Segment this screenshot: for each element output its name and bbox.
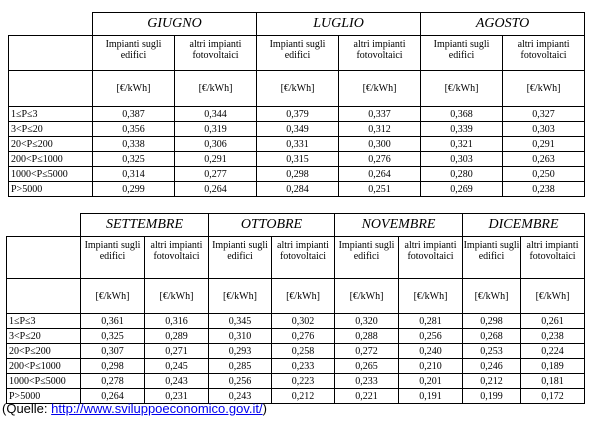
power-range-label: 1000<P≤5000 [7, 374, 81, 389]
tariff-value: 0,271 [145, 344, 209, 359]
tariff-value: 0,210 [399, 359, 463, 374]
table-row [7, 344, 585, 359]
tariff-value: 0,321 [421, 137, 503, 152]
tariff-value: 0,281 [399, 314, 463, 329]
subheader-other: altri impianti fotovoltaici [399, 237, 463, 279]
unit-cell: [€/kWh] [257, 71, 339, 107]
table-row [7, 314, 585, 329]
tariff-value: 0,302 [272, 314, 335, 329]
month-header: OTTOBRE [209, 214, 335, 237]
table-row [9, 122, 585, 137]
tariff-value: 0,345 [209, 314, 272, 329]
tariff-table-jun-aug [8, 12, 585, 197]
tariff-value: 0,344 [175, 107, 257, 122]
source-link[interactable]: http://www.sviluppoeconomico.gov.it/ [51, 401, 263, 416]
table-row [9, 107, 585, 122]
unit-cell: [€/kWh] [175, 71, 257, 107]
tariff-value: 0,212 [272, 389, 335, 404]
unit-cell: [€/kWh] [209, 279, 272, 314]
tariff-value: 0,238 [503, 182, 585, 197]
subheader-buildings: Impianti sugli edifici [93, 36, 175, 71]
tariff-value: 0,258 [272, 344, 335, 359]
source-suffix: ) [262, 401, 267, 416]
tariff-value: 0,361 [81, 314, 145, 329]
subheader-other: altri impianti fotovoltaici [145, 237, 209, 279]
tariff-value: 0,320 [335, 314, 399, 329]
tariff-value: 0,307 [81, 344, 145, 359]
tariff-value: 0,298 [463, 314, 521, 329]
unit-cell: [€/kWh] [81, 279, 145, 314]
tariff-value: 0,243 [209, 389, 272, 404]
table-row [9, 137, 585, 152]
tariff-value: 0,256 [209, 374, 272, 389]
source-note [2, 401, 267, 416]
subheader-other: altri impianti fotovoltaici [339, 36, 421, 71]
tariff-value: 0,315 [257, 152, 339, 167]
unit-cell: [€/kWh] [272, 279, 335, 314]
table-row [9, 167, 585, 182]
month-header: GIUGNO [93, 13, 257, 36]
power-range-label: 1≤P≤3 [7, 314, 81, 329]
tariff-value: 0,181 [521, 374, 585, 389]
label-column-header [7, 237, 81, 279]
tariff-rows [9, 107, 585, 197]
tariff-value: 0,349 [257, 122, 339, 137]
unit-cell: [€/kWh] [145, 279, 209, 314]
tariff-value: 0,310 [209, 329, 272, 344]
tariff-value: 0,379 [257, 107, 339, 122]
subheader-row [9, 36, 585, 71]
subheader-other: altri impianti fotovoltaici [272, 237, 335, 279]
subheader-other: altri impianti fotovoltaici [503, 36, 585, 71]
tariff-value: 0,325 [93, 152, 175, 167]
tariff-value: 0,201 [399, 374, 463, 389]
month-header-row [7, 214, 585, 237]
tariff-value: 0,289 [145, 329, 209, 344]
tariff-value: 0,288 [335, 329, 399, 344]
tariff-value: 0,280 [421, 167, 503, 182]
tariff-value: 0,312 [339, 122, 421, 137]
subheader-buildings: Impianti sugli edifici [257, 36, 339, 71]
tariff-value: 0,276 [272, 329, 335, 344]
label-column-unit [7, 279, 81, 314]
power-range-label: 1000<P≤5000 [9, 167, 93, 182]
tariff-value: 0,245 [145, 359, 209, 374]
tariff-value: 0,253 [463, 344, 521, 359]
tariff-value: 0,387 [93, 107, 175, 122]
table-row [9, 182, 585, 197]
month-header: SETTEMBRE [81, 214, 209, 237]
power-range-label: 3<P≤20 [9, 122, 93, 137]
subheader-row [7, 237, 585, 279]
power-range-label: 200<P≤1000 [9, 152, 93, 167]
tariff-value: 0,264 [81, 389, 145, 404]
tariff-value: 0,264 [339, 167, 421, 182]
table-row [7, 359, 585, 374]
unit-cell: [€/kWh] [335, 279, 399, 314]
tariff-value: 0,300 [339, 137, 421, 152]
label-column-header [9, 36, 93, 71]
tariff-value: 0,339 [421, 122, 503, 137]
tariff-value: 0,303 [421, 152, 503, 167]
subheader-other: altri impianti fotovoltaici [521, 237, 585, 279]
tariff-value: 0,291 [175, 152, 257, 167]
tariff-value: 0,265 [335, 359, 399, 374]
power-range-label: 3<P≤20 [7, 329, 81, 344]
tariff-value: 0,319 [175, 122, 257, 137]
subheader-buildings: Impianti sugli edifici [335, 237, 399, 279]
power-range-label: 20<P≤200 [7, 344, 81, 359]
power-range-label: 20<P≤200 [9, 137, 93, 152]
tariff-value: 0,189 [521, 359, 585, 374]
tariff-value: 0,338 [93, 137, 175, 152]
table-row [7, 374, 585, 389]
subheader-buildings: Impianti sugli edifici [209, 237, 272, 279]
month-header: AGOSTO [421, 13, 585, 36]
tariff-value: 0,246 [463, 359, 521, 374]
tariff-value: 0,356 [93, 122, 175, 137]
source-prefix: (Quelle: [2, 401, 52, 416]
tariff-value: 0,268 [463, 329, 521, 344]
tariff-value: 0,264 [175, 182, 257, 197]
tariff-value: 0,250 [503, 167, 585, 182]
tariff-value: 0,306 [175, 137, 257, 152]
tariff-value: 0,284 [257, 182, 339, 197]
tariff-value: 0,172 [521, 389, 585, 404]
tariff-value: 0,221 [335, 389, 399, 404]
unit-cell: [€/kWh] [339, 71, 421, 107]
unit-row [7, 279, 585, 314]
unit-cell: [€/kWh] [399, 279, 463, 314]
tariff-value: 0,303 [503, 122, 585, 137]
unit-cell: [€/kWh] [521, 279, 585, 314]
table-row [7, 329, 585, 344]
tariff-value: 0,238 [521, 329, 585, 344]
tariff-value: 0,291 [503, 137, 585, 152]
tariff-value: 0,269 [421, 182, 503, 197]
corner-cell [7, 214, 81, 237]
tariff-value: 0,212 [463, 374, 521, 389]
tariff-value: 0,316 [145, 314, 209, 329]
tariff-value: 0,272 [335, 344, 399, 359]
tariff-value: 0,263 [503, 152, 585, 167]
unit-row [9, 71, 585, 107]
tariff-value: 0,314 [93, 167, 175, 182]
power-range-label: P>5000 [7, 389, 81, 404]
month-header: DICEMBRE [463, 214, 585, 237]
tariff-value: 0,231 [145, 389, 209, 404]
subheader-buildings: Impianti sugli edifici [463, 237, 521, 279]
tariff-value: 0,224 [521, 344, 585, 359]
tariff-value: 0,233 [272, 359, 335, 374]
tariff-value: 0,276 [339, 152, 421, 167]
month-header-row [9, 13, 585, 36]
unit-cell: [€/kWh] [93, 71, 175, 107]
unit-cell: [€/kWh] [503, 71, 585, 107]
power-range-label: 1≤P≤3 [9, 107, 93, 122]
tariff-value: 0,223 [272, 374, 335, 389]
tariff-value: 0,298 [81, 359, 145, 374]
tariff-table-sep-dec [6, 213, 585, 404]
tariff-value: 0,277 [175, 167, 257, 182]
subheader-buildings: Impianti sugli edifici [421, 36, 503, 71]
unit-cell: [€/kWh] [421, 71, 503, 107]
table-row [9, 152, 585, 167]
tariff-value: 0,240 [399, 344, 463, 359]
corner-cell [9, 13, 93, 36]
tariff-value: 0,368 [421, 107, 503, 122]
power-range-label: P>5000 [9, 182, 93, 197]
power-range-label: 200<P≤1000 [7, 359, 81, 374]
tariff-value: 0,298 [257, 167, 339, 182]
tariff-value: 0,327 [503, 107, 585, 122]
tariff-rows [7, 314, 585, 404]
tariff-value: 0,233 [335, 374, 399, 389]
tariff-value: 0,191 [399, 389, 463, 404]
tariff-value: 0,278 [81, 374, 145, 389]
tariff-value: 0,293 [209, 344, 272, 359]
tariff-value: 0,337 [339, 107, 421, 122]
tariff-value: 0,261 [521, 314, 585, 329]
tariff-value: 0,285 [209, 359, 272, 374]
tariff-value: 0,199 [463, 389, 521, 404]
month-header: LUGLIO [257, 13, 421, 36]
tariff-value: 0,299 [93, 182, 175, 197]
tariff-value: 0,325 [81, 329, 145, 344]
tariff-value: 0,331 [257, 137, 339, 152]
unit-cell: [€/kWh] [463, 279, 521, 314]
tariff-value: 0,243 [145, 374, 209, 389]
subheader-other: altri impianti fotovoltaici [175, 36, 257, 71]
subheader-buildings: Impianti sugli edifici [81, 237, 145, 279]
month-header: NOVEMBRE [335, 214, 463, 237]
tariff-value: 0,256 [399, 329, 463, 344]
tariff-value: 0,251 [339, 182, 421, 197]
label-column-unit [9, 71, 93, 107]
